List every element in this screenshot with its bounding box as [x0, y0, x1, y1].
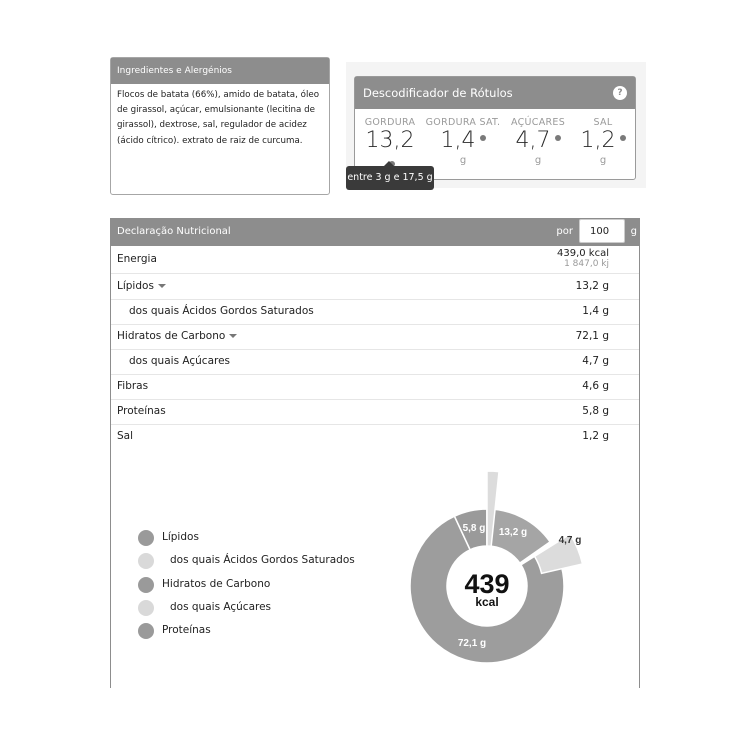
decoder-label: GORDURA SAT. [425, 117, 501, 128]
row-value: 1,4 g [582, 305, 609, 317]
row-name: Sal [117, 430, 134, 442]
portion-label: por [556, 226, 573, 237]
row-name: Proteínas [117, 405, 166, 417]
row-name: dos quais Açúcares [129, 355, 231, 367]
decoder-unit: g [534, 155, 542, 166]
row-name: Energia [117, 253, 157, 265]
row-name: Fibras [117, 380, 149, 392]
table-row-saturated [111, 299, 639, 325]
macro-donut-chart [400, 465, 610, 670]
legend-swatch [138, 623, 154, 639]
decoder-col-salt[interactable] [579, 109, 627, 168]
nutrition-title: Declaração Nutricional [117, 226, 231, 237]
decoder-col-sat-fat[interactable] [425, 109, 501, 168]
row-name: Lípidos [117, 280, 166, 292]
energy-kj: 1 847,0 kj [564, 259, 609, 269]
table-row-protein [111, 399, 639, 425]
legend-label: Lípidos [162, 531, 199, 543]
label-decoder [354, 76, 636, 180]
row-value: 5,8 g [582, 405, 609, 417]
legend-label: Hidratos de Carbono [162, 578, 271, 590]
nutrition-header [111, 218, 639, 246]
row-value: 1,2 g [582, 430, 609, 442]
legend-swatch [138, 530, 154, 546]
help-icon[interactable]: ? [613, 86, 627, 100]
row-value: 13,2 g [575, 280, 609, 292]
legend-swatch [138, 600, 154, 616]
slice-label: 13,2 g [498, 527, 528, 538]
table-row-lipids[interactable] [111, 274, 639, 300]
row-value: 72,1 g [575, 330, 609, 342]
legend-swatch [138, 553, 154, 569]
decoder-label: SAL [593, 117, 613, 128]
caret-down-icon [158, 284, 166, 288]
table-row-sugars [111, 349, 639, 375]
decoder-label: GORDURA [364, 117, 416, 128]
energy-kcal: 439,0 kcal [556, 248, 609, 259]
decoder-label: AÇÚCARES [510, 117, 566, 128]
decoder-title: Descodificador de Rótulos [363, 86, 513, 100]
level-dot-icon [480, 135, 486, 141]
ingredients-card [110, 57, 330, 195]
center-value: 439 [464, 569, 510, 599]
portion-unit: g [630, 226, 637, 237]
caret-down-icon [229, 334, 237, 338]
row-value: 4,7 g [582, 355, 609, 367]
slice-label: 5,8 g [462, 523, 486, 534]
decoder-unit: g [459, 155, 467, 166]
ingredients-text: Flocos de batata (66%), amido de batata, óleo de girassol, açúcar, emulsionante (lecitina de girassol), dextrose, sal, regulador de acidez (ácido cítrico). extrato de raiz de curcuma. [117, 90, 320, 146]
legend-label: dos quais Ácidos Gordos Saturados [170, 554, 355, 566]
decoder-tooltip: entre 3 g e 17,5 g [346, 166, 434, 190]
portion-input[interactable]: 100 [579, 219, 625, 243]
row-value: 4,6 g [582, 380, 609, 392]
decoder-value: 1,2 [579, 128, 627, 154]
decoder-value: 4,7 [505, 128, 571, 154]
decoder-col-sugars[interactable] [505, 109, 571, 168]
table-row-energy [111, 246, 639, 274]
level-dot-icon [620, 135, 626, 141]
decoder-header [355, 77, 635, 109]
decoder-value: 13,2 [361, 128, 419, 180]
table-row-carbs[interactable] [111, 324, 639, 350]
legend-label: dos quais Açúcares [170, 601, 272, 613]
slice-label: 4,7 g [558, 535, 582, 546]
legend-swatch [138, 577, 154, 593]
table-row-fibre [111, 374, 639, 400]
table-row-salt [111, 424, 639, 449]
center-unit: kcal [475, 595, 499, 609]
row-name: dos quais Ácidos Gordos Saturados [129, 305, 314, 317]
slice-label: 72,1 g [457, 638, 487, 649]
level-dot-icon [555, 135, 561, 141]
decoder-unit: g [599, 155, 607, 166]
legend-label: Proteínas [162, 624, 211, 636]
row-name: Hidratos de Carbono [117, 330, 237, 342]
decoder-value: 1,4 [425, 128, 501, 154]
ingredients-title: Ingredientes e Alergénios [111, 58, 329, 84]
